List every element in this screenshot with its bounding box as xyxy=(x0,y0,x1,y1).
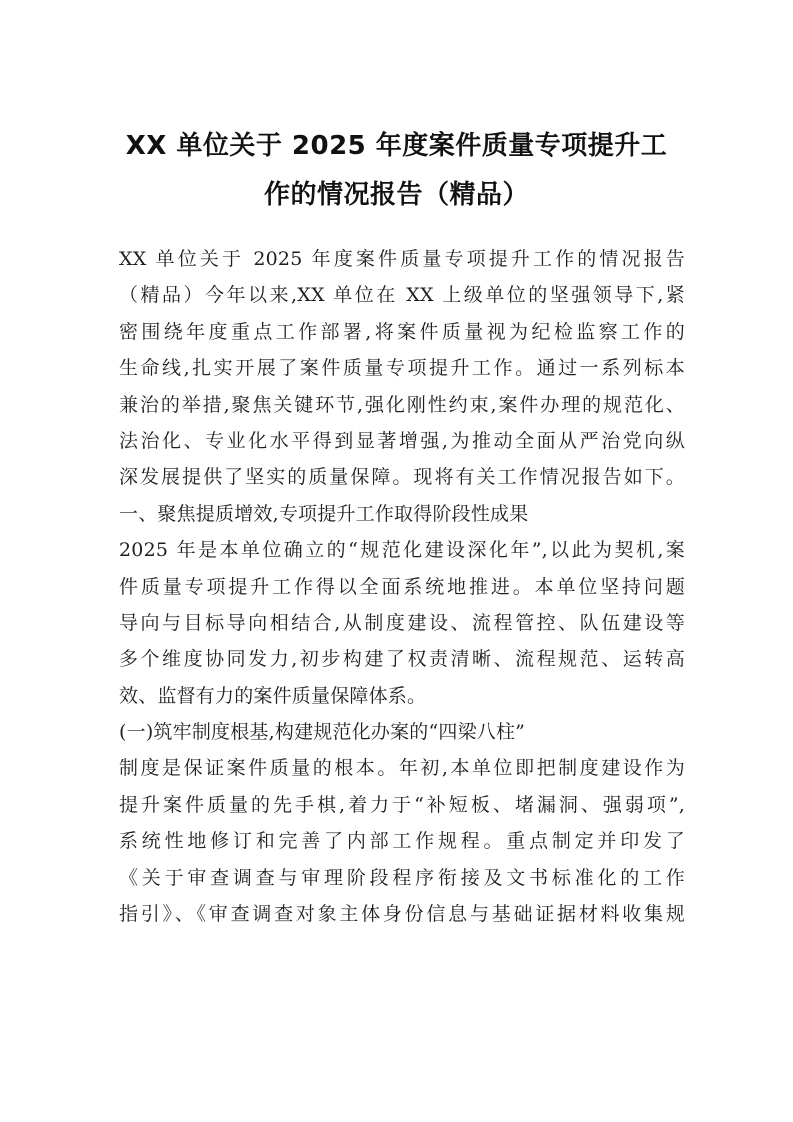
body-line: 兼治的举措,聚焦关键环节,强化刚性约束,案件办理的规范化、 xyxy=(119,393,685,416)
document-title xyxy=(100,122,693,220)
body-line: 提升案件质量的先手棋,着力于“补短板、堵漏洞、强弱项”, xyxy=(119,793,685,816)
body-line: 生命线,扎实开展了案件质量专项提升工作。通过一系列标本 xyxy=(119,357,685,380)
body-line: 导向与目标导向相结合,从制度建设、流程管控、队伍建设等 xyxy=(119,611,685,634)
body-line: 密围绕年度重点工作部署,将案件质量视为纪检监察工作的 xyxy=(119,320,685,343)
body-line: 制度是保证案件质量的根本。年初,本单位即把制度建设作为 xyxy=(119,757,685,780)
document-body xyxy=(119,241,685,932)
subsection-heading: (一)筑牢制度根基,构建规范化办案的“四梁八柱” xyxy=(119,721,526,744)
body-line: XX 单位关于 2025 年度案件质量专项提升工作的情况报告 xyxy=(119,248,685,270)
body-line: 2025 年是本单位确立的“规范化建设深化年”,以此为契机,案 xyxy=(119,539,685,562)
body-line: 件质量专项提升工作得以全面系统地推进。本单位坚持问题 xyxy=(119,575,685,598)
section-heading: 一、聚焦提质增效,专项提升工作取得阶段性成果 xyxy=(119,502,529,525)
body-line: 法治化、专业化水平得到显著增强,为推动全面从严治党向纵 xyxy=(119,429,685,452)
body-line: 多个维度协同发力,初步构建了权责清晰、流程规范、运转高 xyxy=(119,648,685,671)
body-line: 《关于审查调查与审理阶段程序衔接及文书标准化的工作 xyxy=(119,866,685,889)
body-line: （精品）今年以来,XX 单位在 XX 上级单位的坚强领导下,紧 xyxy=(119,284,685,307)
body-line: 系统性地修订和完善了内部工作规程。重点制定并印发了 xyxy=(119,830,685,853)
title-line-1: XX 单位关于 2025 年度案件质量专项提升工 xyxy=(125,131,668,161)
body-line: 指引》、《审查调查对象主体身份信息与基础证据材料收集规 xyxy=(119,903,685,926)
body-line: 效、监督有力的案件质量保障体系。 xyxy=(119,684,427,707)
title-line-2: 作的情况报告（精品） xyxy=(263,180,529,210)
body-line: 深发展提供了坚实的质量保障。现将有关工作情况报告如下。 xyxy=(119,466,685,489)
